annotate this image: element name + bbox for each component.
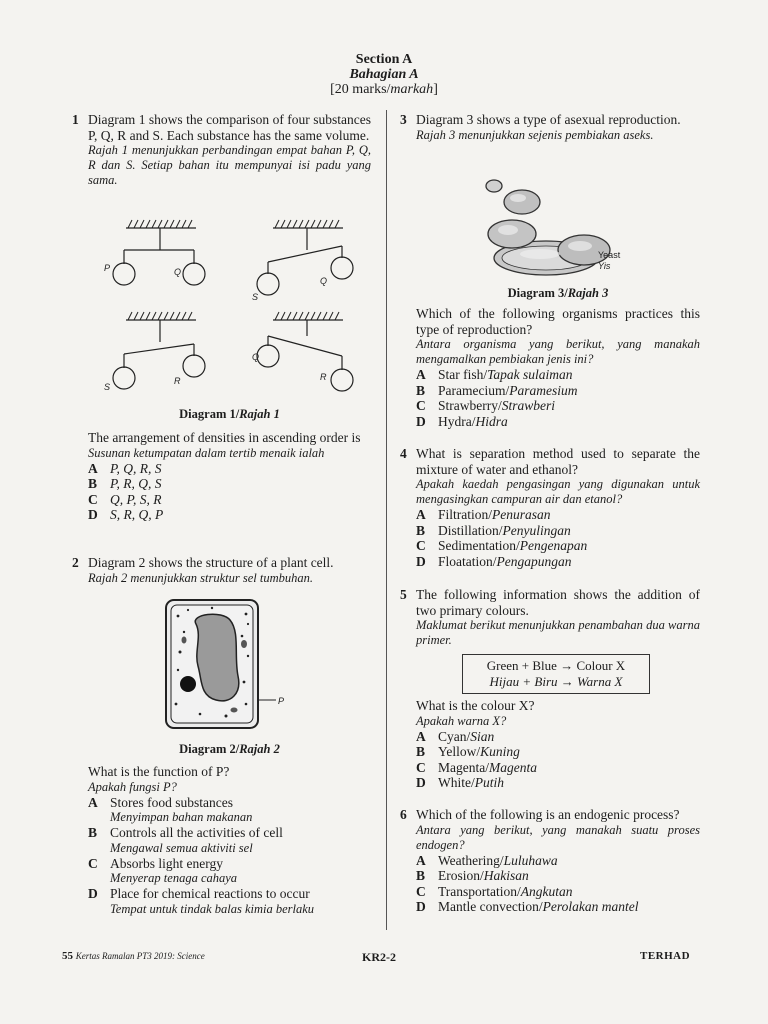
q6-text-ms: Antara yang berikut, yang manakah suatu proses endogen?	[416, 822, 700, 852]
q2-number: 2	[72, 555, 79, 570]
q3-number: 3	[400, 112, 407, 127]
q1-block	[88, 112, 371, 188]
section-subtitle: Bahagian A	[349, 67, 419, 82]
q3-question	[416, 306, 700, 429]
q4-text-en: What is separation method used to separate the mixture of water and ethanol?	[416, 446, 700, 477]
q2-text-ms: Rajah 2 menunjukkan struktur sel tumbuhan.	[88, 570, 313, 585]
q2-option-b-ms: Mengawal semua aktiviti sel	[110, 840, 253, 855]
q2-text-en: Diagram 2 shows the structure of a plant cell.	[88, 555, 334, 570]
q5-info-box	[462, 654, 650, 694]
q1-caption: Diagram 1/Rajah 1	[179, 407, 280, 421]
q6-option-a[interactable]: A Weathering/ Luluhawa	[416, 852, 558, 868]
q2-stem-en: What is the function of P?	[88, 764, 230, 779]
q3-text-en: Diagram 3 shows a type of asexual reproduction.	[416, 112, 681, 127]
q5-box-ms: Hijau + Biru → Warna X	[489, 674, 623, 689]
q1-question	[88, 430, 371, 523]
q4-option-b[interactable]: B Distillation/ Penyulingan	[416, 522, 571, 538]
q5-option-c[interactable]: C Magenta/ Magenta	[416, 759, 537, 775]
label-r: R	[174, 376, 181, 386]
q2-block	[88, 555, 371, 586]
q6-option-b[interactable]: B Erosion/ Hakisan	[416, 868, 529, 883]
q1-option-a[interactable]: A P, Q, R, S	[88, 460, 162, 476]
q4-option-d[interactable]: D Floatation/ Pengapungan	[416, 553, 572, 569]
q1-text-ms: Rajah 1 menunjukkan perbandingan empat bahan P, Q, R dan S. Setiap bahan itu mempunyai isi padu yang sama.	[88, 143, 371, 187]
q2-option-d-ms: Tempat untuk tindak balas kimia berlaku	[110, 901, 315, 916]
q6-text-en: Which of the following is an endogenic process?	[416, 807, 680, 822]
footer-left	[62, 950, 205, 962]
q5-option-b[interactable]: B Yellow/ Kuning	[416, 744, 520, 759]
q2-option-a-ms: Menyimpan bahan makanan	[110, 810, 253, 824]
label-s: S	[104, 382, 111, 392]
q1-option-d[interactable]: D S, R, Q, P	[88, 507, 164, 522]
q3-caption: Diagram 3/Rajah 3	[507, 286, 609, 300]
label-s: S	[252, 292, 259, 302]
q2-question	[88, 764, 371, 917]
q1-text-en: Diagram 1 shows the comparison of four substances P, Q, R and S. Each substance has the same volume.	[88, 112, 371, 143]
q2-option-b[interactable]: B Controls all the activities of cell	[88, 825, 283, 840]
q2-option-c[interactable]: C Absorbs light energy	[88, 855, 223, 871]
q5-text-ms: Maklumat berikut menunjukkan penambahan dua warna primer.	[416, 618, 700, 647]
q4-block	[416, 446, 700, 569]
q1-number: 1	[72, 112, 79, 127]
section-title: Section A	[355, 52, 413, 67]
q4-text-ms: Apakah kaedah pengasingan yang digunakan untuk mengasingkan campuran air dan etanol?	[416, 477, 700, 506]
q5-number: 5	[400, 587, 407, 602]
section-marks: [20 marks/markah]	[330, 82, 438, 97]
q3-yeast-label: Yeast Yis	[598, 250, 621, 271]
q3-stem-en: Which of the following organisms practices this type of reproduction?	[416, 306, 700, 337]
q6-block	[416, 807, 700, 915]
label-q: Q	[174, 267, 182, 277]
paper-code: KR2-2	[362, 950, 396, 964]
label-q: Q	[252, 352, 260, 362]
classification-label: TERHAD	[640, 950, 691, 962]
book-title: Kertas Ramalan PT3 2019: Science	[75, 951, 205, 961]
q6-option-d[interactable]: D Mantle convection/ Perolakan mantel	[416, 899, 639, 914]
page-number: 55	[62, 950, 73, 962]
q5-question	[416, 698, 700, 791]
q4-number: 4	[400, 446, 407, 461]
q3-option-d[interactable]: D Hydra/ Hidra	[416, 413, 508, 429]
label-r: R	[320, 372, 327, 382]
label-q: Q	[320, 276, 328, 286]
q2-option-d[interactable]: D Place for chemical reactions to occur	[88, 886, 310, 901]
q5-stem-en: What is the colour X?	[416, 698, 535, 713]
column-divider	[386, 110, 387, 930]
q2-caption: Diagram 2/Rajah 2	[179, 742, 280, 756]
q1-option-b[interactable]: B P, R, Q, S	[88, 476, 162, 491]
q1-stem-en: The arrangement of densities in ascending order is	[88, 430, 361, 445]
q4-option-a[interactable]: A Filtration/ Penurasan	[416, 507, 551, 522]
q2-option-a[interactable]: A Stores food substances	[88, 794, 233, 810]
q3-block	[416, 112, 700, 143]
q2-option-c-ms: Menyerap tenaga cahaya	[110, 871, 238, 885]
q5-stem-ms: Apakah warna X?	[416, 713, 507, 728]
diagram-1	[88, 212, 378, 402]
q5-box-en: Green + Blue → Colour X	[486, 658, 626, 673]
q4-option-c[interactable]: C Sedimentation/ Pengenapan	[416, 538, 588, 553]
diagram-2-plant-cell	[160, 596, 280, 734]
q5-text-en: The following information shows the addition of two primary colours.	[416, 587, 700, 618]
q5-block	[416, 587, 700, 648]
q3-option-b[interactable]: B Paramecium/ Paramesium	[416, 382, 578, 398]
q3-option-c[interactable]: C Strawberry/ Strawberi	[416, 398, 555, 413]
q5-option-a[interactable]: A Cyan/ Sian	[416, 728, 495, 744]
q3-option-a[interactable]: A Star fish/ Tapak sulaiman	[416, 367, 573, 382]
q1-stem-ms: Susunan ketumpatan dalam tertib menaik ialah	[88, 445, 325, 460]
q5-option-d[interactable]: D White/ Putih	[416, 775, 504, 790]
label-p: P	[104, 263, 111, 273]
q1-option-c[interactable]: C Q, P, S, R	[88, 491, 162, 507]
q6-option-c[interactable]: C Transportation/ Angkutan	[416, 883, 573, 899]
section-header	[0, 52, 768, 97]
q3-text-ms: Rajah 3 menunjukkan sejenis pembiakan aseks.	[416, 127, 654, 142]
q6-number: 6	[400, 807, 407, 822]
q3-stem-ms: Antara organisma yang berikut, yang manakah mengamalkan pembiakan jenis ini?	[416, 337, 700, 366]
q2-stem-ms: Apakah fungsi P?	[88, 779, 177, 794]
q2-label-p: P	[278, 696, 285, 706]
